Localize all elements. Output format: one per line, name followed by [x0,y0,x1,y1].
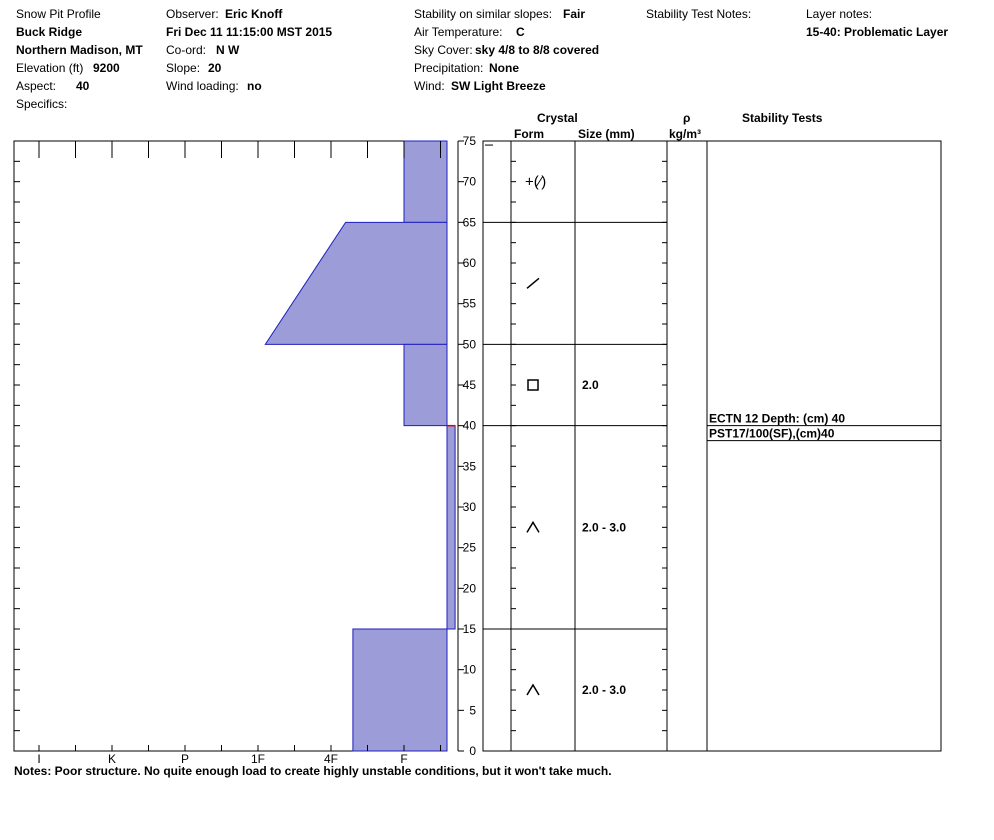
slope-value: 20 [208,61,222,75]
stability-test-result: ECTN 12 Depth: (cm) 40 [709,411,846,426]
hardness-tick-label: F [400,752,408,766]
depth-tick-label: 10 [462,662,476,677]
coord-value: N W [216,43,240,57]
depth-tick-label: 60 [462,256,476,270]
air-temp-value: C [516,25,525,39]
plus-slash-icon: +(⁄) [525,173,547,191]
crystal-size: 2.0 - 3.0 [582,683,627,697]
stability-value: Fair [563,7,586,21]
slope-label: Slope: [166,61,201,75]
crystal-header: Crystal [537,111,578,125]
depth-tick-label: 35 [462,459,476,474]
table-frame [483,141,941,751]
crystal-size: 2.0 - 3.0 [582,520,627,535]
wind-label: Wind: [414,79,445,93]
precip-value: None [489,61,519,75]
sky-value: sky 4/8 to 8/8 covered [475,43,600,57]
depth-tick-label: 5 [469,703,476,718]
stability-tests-header: Stability Tests [742,111,823,125]
square-icon [528,380,538,390]
region: Northern Madison, MT [16,43,143,57]
caret-icon [527,522,539,532]
elevation-value: 9200 [93,61,120,75]
hardness-layer [404,344,447,425]
observer-value: Eric Knoff [225,7,283,21]
depth-tick-label: 70 [462,174,476,189]
depth-tick-label: 0 [469,744,476,758]
caret-icon [527,685,539,695]
crystal-size: 2.0 [582,378,599,392]
location: Buck Ridge [16,25,83,39]
depth-tick-label: 75 [462,134,476,148]
depth-tick-label: 20 [462,581,476,596]
depth-tick-label: 15 [462,622,476,636]
air-temp-label: Air Temperature: [414,25,503,39]
coord-label: Co-ord: [166,43,207,57]
hardness-tick-label: 1F [250,752,266,766]
aspect-value: 40 [76,79,90,93]
depth-tick-label: 65 [462,215,476,230]
observer-label: Observer: [166,7,219,21]
depth-tick-label: 50 [462,337,476,352]
hardness-tick-label: P [180,752,190,766]
layer-notes-label: Layer notes: [806,7,873,21]
layer-notes-value: 15-40: Problematic Layer [806,25,949,39]
stability-label: Stability on similar slopes: [414,7,553,21]
depth-tick-label: 40 [462,418,476,433]
aspect-label: Aspect: [16,79,57,93]
wind-loading-label: Wind loading: [166,79,239,93]
notes: Notes: Poor structure. No quite enough load to create highly unstable conditions, but it won't take much. [14,764,612,778]
form-header: Form [514,127,544,141]
rho-header: ρ [683,111,691,125]
hardness-layer [353,629,447,751]
hardness-tick-label: 4F [323,752,339,766]
wind-loading-value: no [247,79,262,93]
elevation-label: Elevation (ft) [16,61,84,75]
stability-test-result: PST17/100(SF),(cm)40 [709,426,835,441]
profile-title: Snow Pit Profile [16,7,101,21]
hardness-tick-label: K [107,752,117,766]
datetime: Fri Dec 11 11:15:00 MST 2015 [166,25,333,39]
hardness-layer [265,222,447,344]
sky-label: Sky Cover: [414,43,473,57]
slash-icon [527,278,539,288]
depth-tick-label: 45 [462,378,476,392]
depth-tick-label: 55 [462,296,476,311]
stability-notes-label: Stability Test Notes: [646,7,752,21]
density-unit-header: kg/m³ [669,127,702,141]
hardness-layer [447,426,455,629]
depth-tick-label: 30 [462,500,476,514]
depth-tick-label: 25 [462,540,476,555]
hardness-tick-label: I [37,752,41,766]
precip-label: Precipitation: [414,61,484,75]
size-header: Size (mm) [578,127,635,141]
wind-value: SW Light Breeze [451,79,546,93]
specifics-label: Specifics: [16,97,68,111]
